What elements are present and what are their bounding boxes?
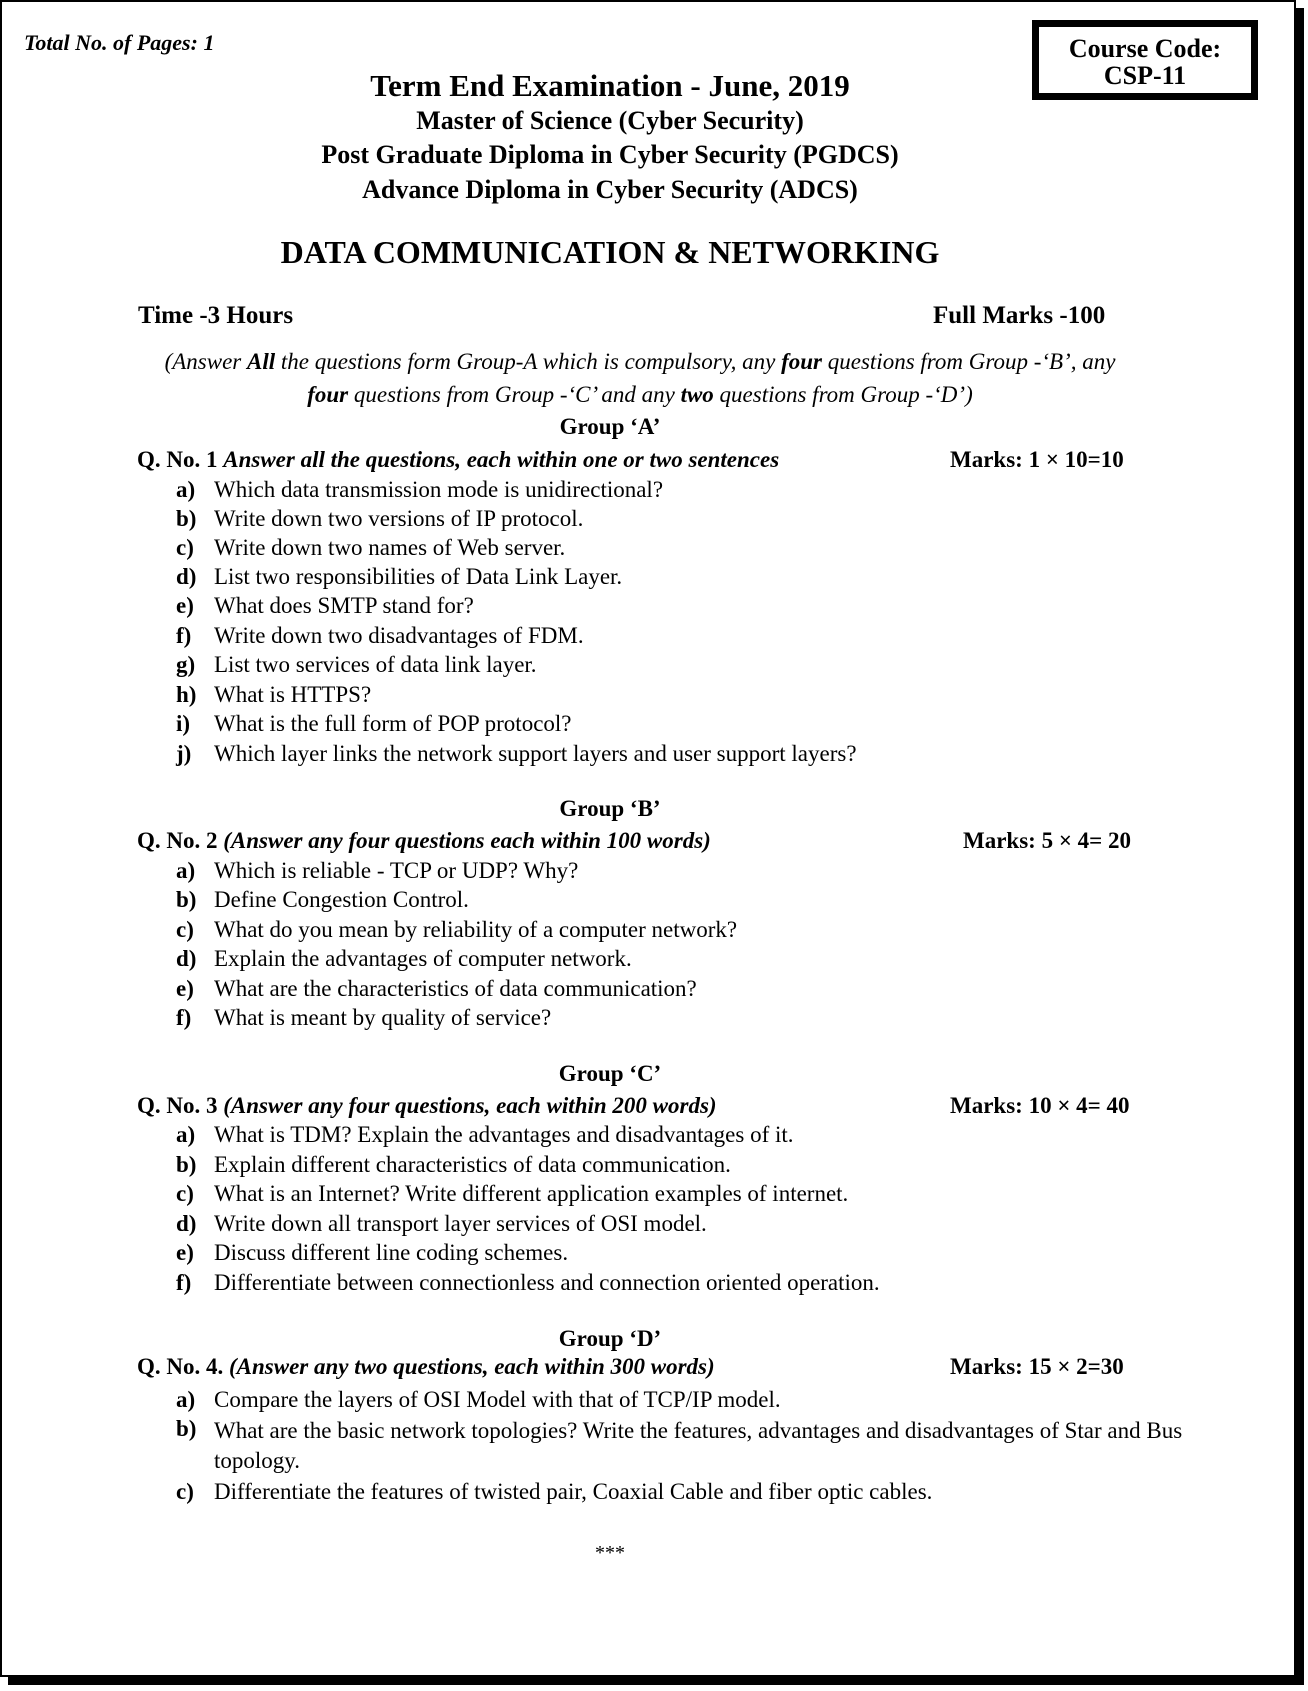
question-2f: f) What is meant by quality of service? (176, 1005, 552, 1030)
question-1c: c) Write down two names of Web server. (176, 535, 566, 560)
group-b-title: Group ‘B’ (559, 796, 661, 821)
question-3d: d) Write down all transport layer services of OSI model. (176, 1211, 707, 1236)
question-1-marks: Marks: 1 × 10=10 (950, 447, 1124, 472)
question-4b: b) What are the basic network topologies? Write the features, advantages and disadvantages of Star and Bus topology. (176, 1416, 1183, 1473)
course-code-label: Course Code: (1068, 34, 1222, 63)
question-1f: f) Write down two disadvantages of FDM. (176, 623, 584, 648)
subject-title: DATA COMMUNICATION & NETWORKING (280, 234, 940, 270)
question-1a: a) Which data transmission mode is unidirectional? (176, 477, 664, 502)
question-4c: c) Differentiate the features of twisted pair, Coaxial Cable and fiber optic cables. (176, 1479, 933, 1504)
program-adcs: Advance Diploma in Cyber Security (ADCS) (362, 175, 858, 204)
question-3e: e) Discuss different line coding schemes. (176, 1240, 569, 1265)
group-c-title: Group ‘C’ (558, 1061, 662, 1086)
exam-title: Term End Examination - June, 2019 (370, 68, 850, 103)
question-2e: e) What are the characteristics of data communication? (176, 976, 697, 1001)
full-marks: Full Marks -100 (933, 302, 1106, 329)
question-3c: c) What is an Internet? Write different application examples of internet. (176, 1181, 849, 1206)
question-2-marks: Marks: 5 × 4= 20 (963, 828, 1132, 853)
question-1i: i) What is the full form of POP protocol? (176, 711, 572, 736)
question-4-marks: Marks: 15 × 2=30 (950, 1354, 1124, 1379)
instructions: (Answer All the questions form Group-A which is compulsory, any four questions from Group -‘B’, any four questions from Group -‘C’ and any two questions from Group -‘D’) (164, 349, 1116, 407)
question-3a: a) What is TDM? Explain the advantages and disadvantages of it. (176, 1122, 794, 1147)
question-1h: h) What is HTTPS? (176, 682, 372, 707)
question-1-heading: Q. No. 1 Answer all the questions, each within one or two sentences (137, 447, 780, 472)
question-3f: f) Differentiate between connectionless and connection oriented operation. (176, 1270, 880, 1295)
question-2b: b) Define Congestion Control. (176, 887, 469, 912)
question-1j: j) Which layer links the network support layers and user support layers? (176, 741, 857, 766)
question-3-marks: Marks: 10 × 4= 40 (950, 1093, 1130, 1118)
course-code: CSP-11 (1103, 61, 1187, 90)
question-2c: c) What do you mean by reliability of a computer network? (176, 917, 738, 942)
question-1e: e) What does SMTP stand for? (176, 593, 474, 618)
question-2-heading: Q. No. 2 (Answer any four questions each within 100 words) (137, 828, 711, 853)
program-msc: Master of Science (Cyber Security) (416, 106, 804, 135)
total-pages: Total No. of Pages: 1 (24, 30, 215, 55)
group-d-title: Group ‘D’ (558, 1326, 662, 1351)
question-3b: b) Explain different characteristics of data communication. (176, 1152, 731, 1177)
question-1d: d) List two responsibilities of Data Link Layer. (176, 564, 623, 589)
question-4a: a) Compare the layers of OSI Model with that of TCP/IP model. (176, 1387, 781, 1412)
question-2d: d) Explain the advantages of computer network. (176, 946, 632, 971)
question-3-heading: Q. No. 3 (Answer any four questions, each within 200 words) (137, 1093, 717, 1118)
question-2a: a) Which is reliable - TCP or UDP? Why? (176, 858, 579, 883)
program-pgdcs: Post Graduate Diploma in Cyber Security (PGDCS) (321, 140, 899, 169)
question-1g: g) List two services of data link layer. (176, 652, 537, 677)
time-allowed: Time -3 Hours (138, 302, 294, 329)
group-a-title: Group ‘A’ (559, 414, 661, 439)
question-1b: b) Write down two versions of IP protocol. (176, 506, 584, 531)
end-of-paper-mark: *** (595, 1542, 625, 1564)
question-4-heading: Q. No. 4. (Answer any two questions, each within 300 words) (137, 1354, 715, 1379)
